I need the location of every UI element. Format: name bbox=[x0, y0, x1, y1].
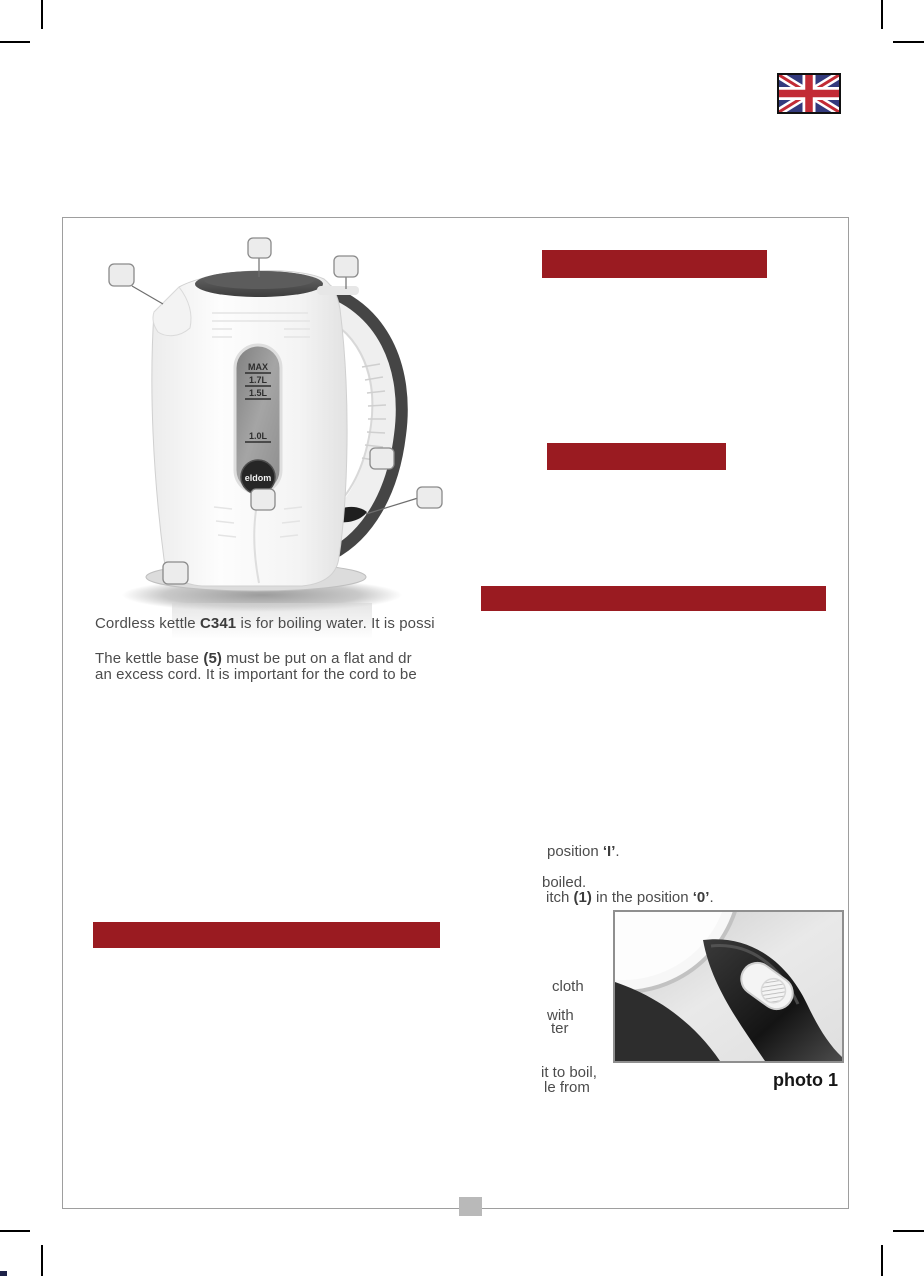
fragment-cloth: cloth bbox=[552, 978, 584, 995]
base-paragraph-line2: an excess cord. It is important for the cord to be bbox=[95, 666, 417, 683]
crop-mark-bottom-left-h bbox=[0, 1230, 30, 1232]
section-header-bar-2 bbox=[547, 443, 726, 470]
part-ref-1: (1) bbox=[573, 889, 592, 906]
callout-box-base bbox=[163, 562, 188, 584]
callout-box-handle bbox=[370, 448, 394, 469]
fragment-ter: ter bbox=[551, 1020, 569, 1037]
page-number-block bbox=[459, 1197, 482, 1216]
callout-box-gauge bbox=[251, 489, 275, 510]
photo-caption: photo 1 bbox=[773, 1070, 838, 1090]
fragment-with: with bbox=[547, 1007, 574, 1024]
callout-box-switch bbox=[417, 487, 442, 508]
kettle-diagram bbox=[62, 217, 510, 640]
intro-paragraph bbox=[95, 616, 435, 632]
union-jack bbox=[779, 75, 839, 112]
frag-text3: . bbox=[709, 889, 714, 906]
gauge-label-17: 1.7L bbox=[248, 375, 268, 385]
crop-mark-bottom-left-v bbox=[41, 1245, 43, 1276]
fragment-le-from: le from bbox=[544, 1079, 590, 1096]
frag-text: position bbox=[547, 843, 603, 860]
crop-mark-top-right-v bbox=[881, 0, 883, 29]
gauge-label-max: MAX bbox=[248, 362, 268, 372]
frag-bold: ‘I’ bbox=[602, 843, 616, 860]
callout-box-lid bbox=[248, 238, 271, 258]
gauge-label-15: 1.5L bbox=[248, 388, 268, 398]
crop-mark-top-left-h bbox=[0, 41, 30, 43]
base-paragraph bbox=[95, 651, 417, 683]
base-text-cont: must be put on a flat and dr bbox=[221, 650, 412, 667]
frag-text2: in the position bbox=[591, 889, 693, 906]
section-header-bar-1 bbox=[542, 250, 767, 278]
lid-rim-tab bbox=[317, 286, 359, 295]
intro-text-cont: is for boiling water. It is possi bbox=[236, 615, 435, 632]
switch-photo bbox=[613, 910, 844, 1063]
switch-photo-image bbox=[615, 912, 842, 1061]
callout-box-spout bbox=[109, 264, 134, 286]
uk-flag-icon bbox=[777, 73, 841, 114]
frag-text2: . bbox=[615, 843, 620, 860]
fragment-boiled: boiled. bbox=[542, 874, 587, 891]
intro-text: Cordless kettle bbox=[95, 615, 200, 632]
callout-box-handle-top bbox=[334, 256, 358, 277]
registration-mark bbox=[0, 1271, 7, 1276]
crop-mark-bottom-right-v bbox=[881, 1245, 883, 1276]
gauge-label-10: 1.0L bbox=[248, 431, 268, 441]
base-text: The kettle base bbox=[95, 650, 204, 667]
crop-mark-bottom-right-h bbox=[893, 1230, 924, 1232]
crop-mark-top-right-h bbox=[893, 41, 924, 43]
model-number: C341 bbox=[199, 615, 237, 632]
section-header-bar-3 bbox=[481, 586, 826, 611]
part-ref-5: (5) bbox=[203, 650, 222, 667]
fragment-switch-0 bbox=[546, 889, 714, 906]
brand-logo: eldom bbox=[244, 473, 272, 483]
frag-text: itch bbox=[546, 889, 574, 906]
fragment-position-I bbox=[547, 843, 620, 860]
frag-bold-0: ‘0’ bbox=[692, 889, 710, 906]
base-paragraph-line1 bbox=[95, 651, 417, 667]
crop-mark-top-left-v bbox=[41, 0, 43, 29]
fragment-it-to-boil: it to boil, bbox=[541, 1064, 597, 1081]
section-header-bar-4 bbox=[93, 922, 440, 948]
